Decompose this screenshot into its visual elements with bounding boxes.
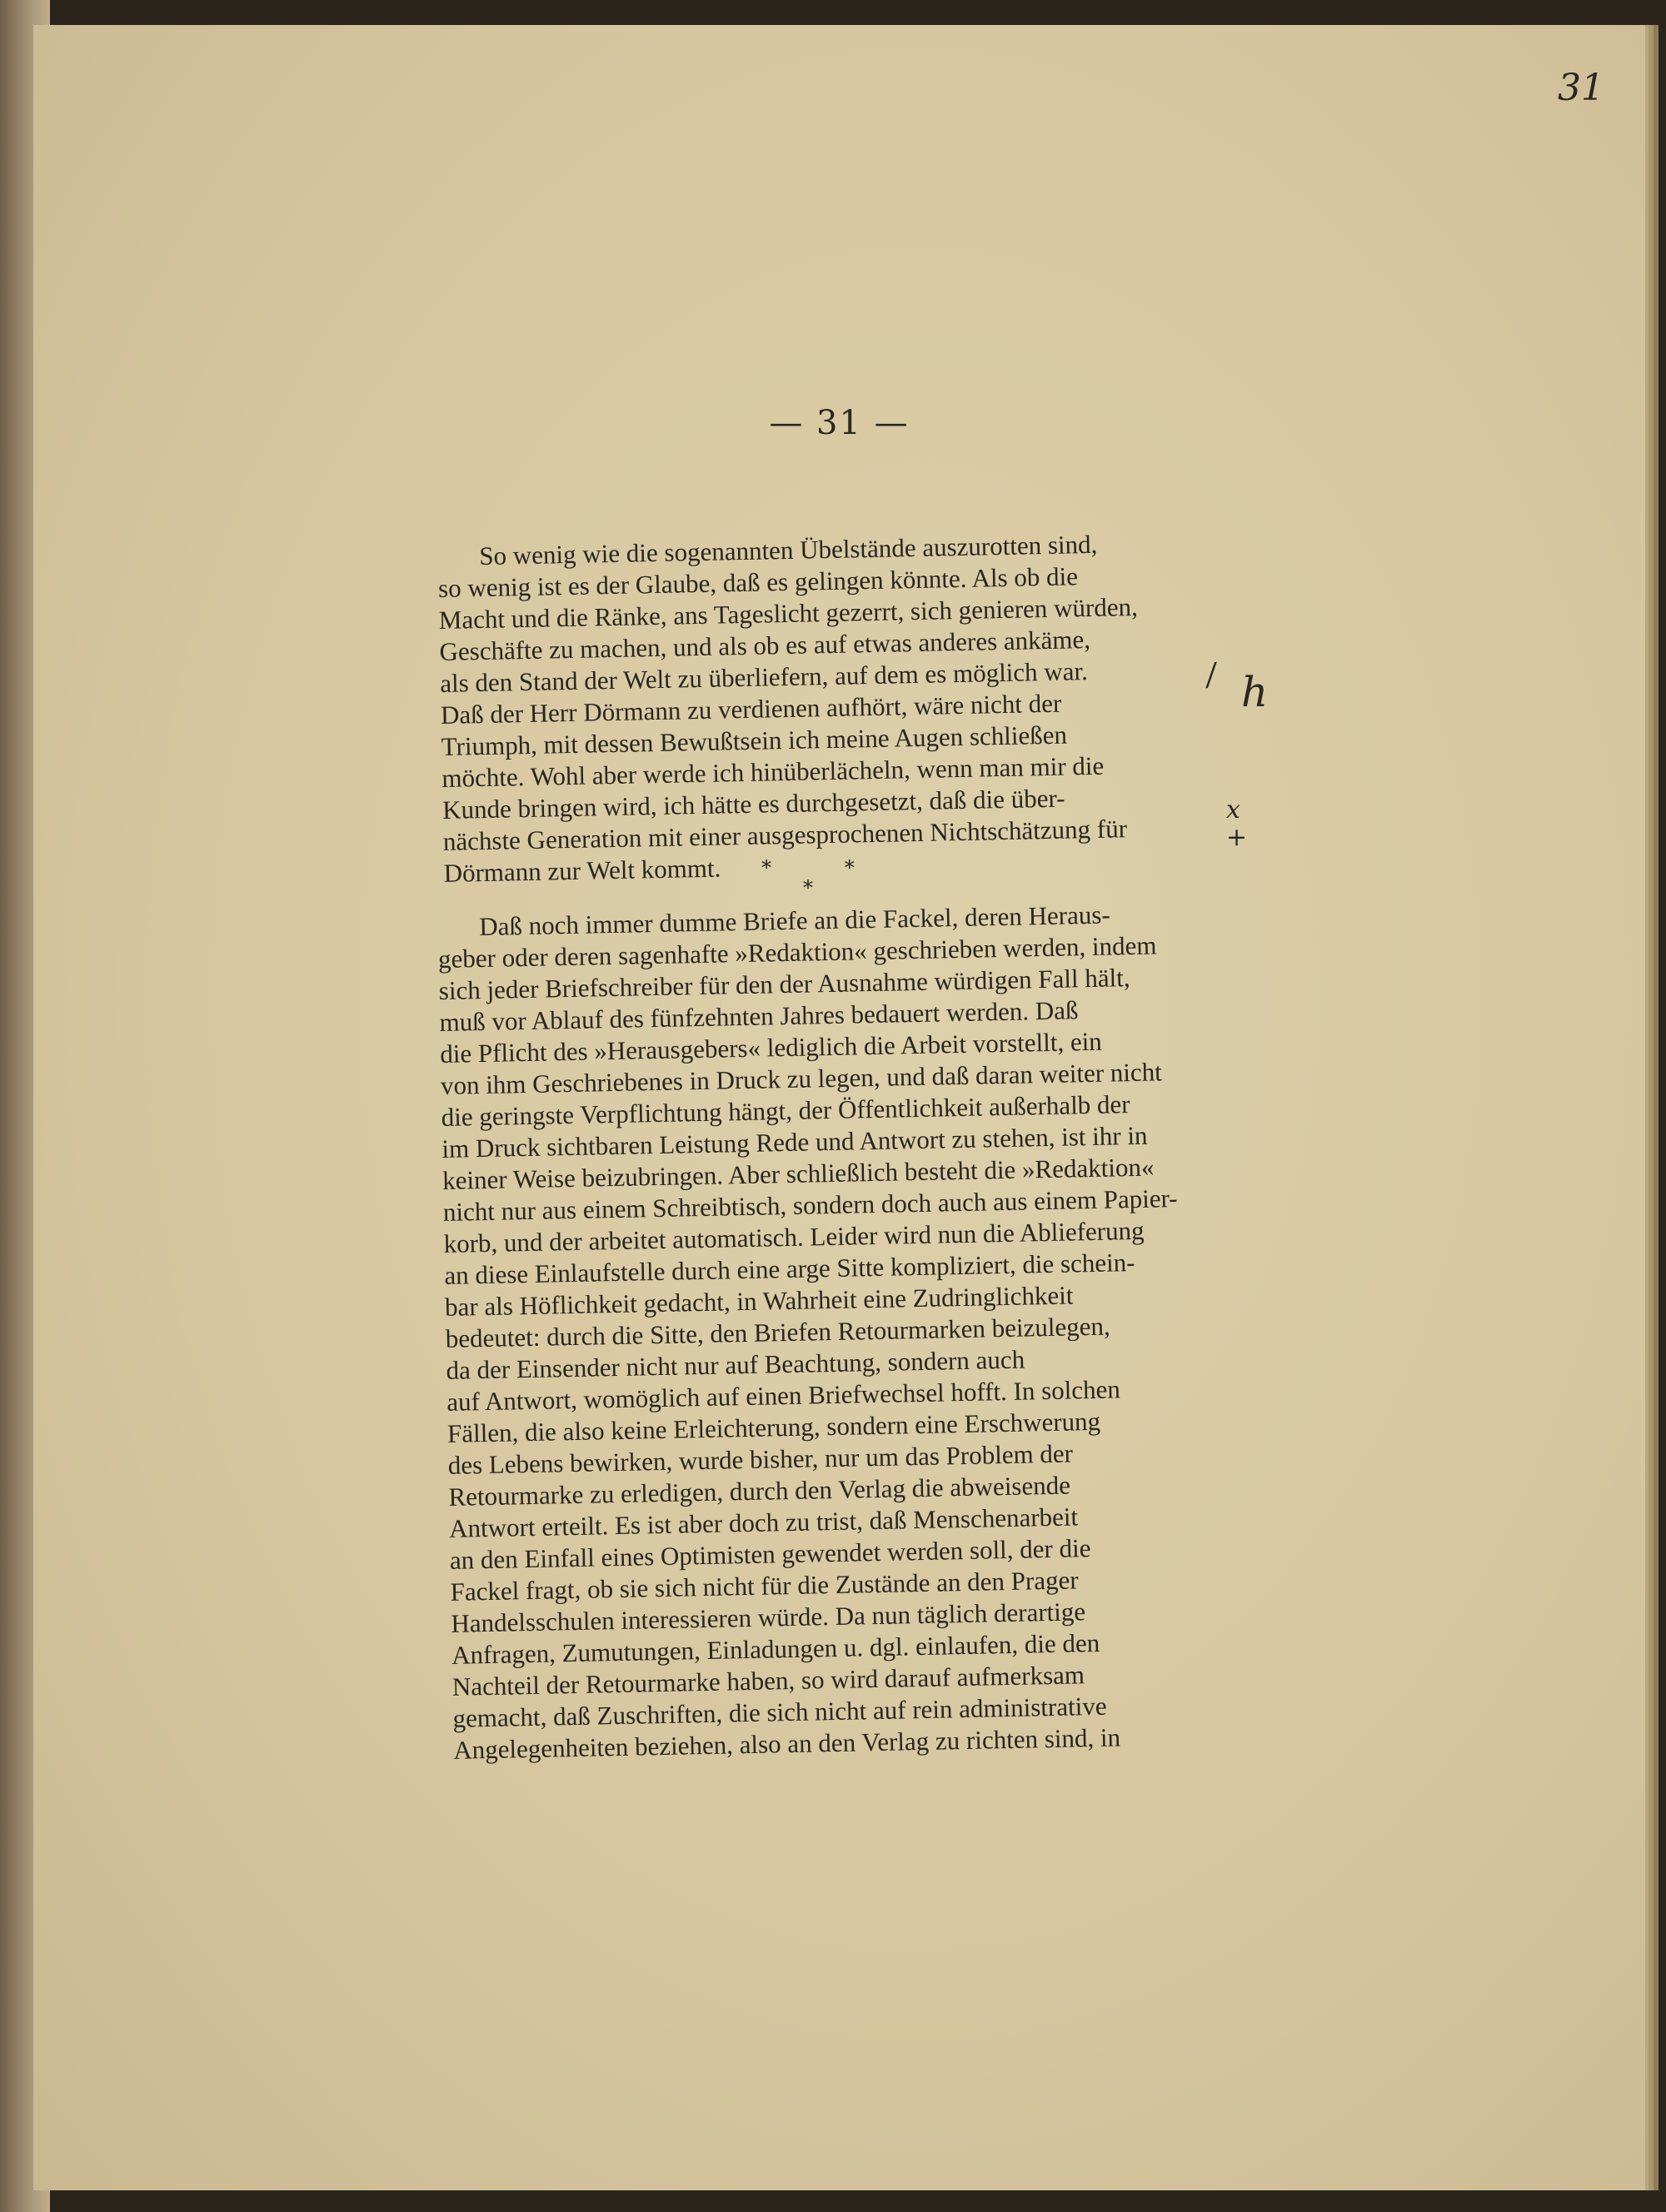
text-line: Anfragen, Zumutungen, Einladungen u. dgl. einlaufen, die den bbox=[451, 1627, 1100, 1670]
section-asterism: * * * bbox=[761, 856, 888, 899]
text-line: als den Stand der Welt zu überliefern, auf dem es möglich war. bbox=[439, 656, 1089, 698]
text-line: Fällen, die also keine Erleichterung, sondern eine Erschwerung bbox=[446, 1406, 1101, 1448]
text-line: im Druck sichtbaren Leistung Rede und Antwort zu stehen, ist ihr in bbox=[441, 1120, 1148, 1163]
text-line: Retourmarke zu erledigen, durch den Verlag die abweisende bbox=[448, 1470, 1071, 1512]
text-line: muß vor Ablauf des fünfzehnten Jahres bedauert werden. Daß bbox=[439, 995, 1079, 1037]
text-line: nicht nur aus einem Schreibtisch, sondern doch auch aus einem Papier- bbox=[442, 1183, 1178, 1227]
text-line: bedeutet: durch die Sitte, den Briefen Retourmarken beizulegen, bbox=[445, 1311, 1110, 1353]
text-line: von ihm Geschriebenes in Druck zu legen, und daß daran weiter nicht bbox=[440, 1057, 1163, 1100]
text-line: Nachteil der Retourmarke haben, so wird darauf aufmerksam bbox=[451, 1660, 1085, 1701]
margin-correction-mark: x bbox=[1226, 795, 1240, 825]
text-line: Kunde bringen wird, ich hätte es durchgesetzt, daß die über- bbox=[441, 783, 1065, 825]
text-line: korb, und der arbeitet automatisch. Leider wird nun die Ablieferung bbox=[443, 1215, 1145, 1258]
text-line: Geschäfte zu machen, und als ob es auf etwas anderes ankäme, bbox=[439, 624, 1091, 666]
text-line: keiner Weise beizubringen. Aber schließlich besteht die »Redaktion« bbox=[441, 1152, 1155, 1195]
text-line: möchte. Wohl aber werde ich hinüberlächeln, wenn man mir die bbox=[441, 750, 1105, 793]
text-line: Macht und die Ränke, ans Tageslicht gezerrt, sich genieren würden, bbox=[438, 591, 1139, 635]
text-line: an den Einfall eines Optimisten gewendet werden soll, der die bbox=[449, 1533, 1091, 1575]
text-line: Antwort erteilt. Es ist aber doch zu trist, daß Menschenarbeit bbox=[448, 1502, 1079, 1543]
text-line: des Lebens bewirken, wurde bisher, nur um das Problem der bbox=[447, 1438, 1074, 1480]
text-line: gemacht, daß Zuschriften, die sich nicht auf rein administrative bbox=[452, 1691, 1107, 1733]
text-line: Daß noch immer dumme Briefe an die Fackel, deren Heraus- bbox=[479, 899, 1111, 942]
text-line: Angelegenheiten beziehen, also an den Verlag zu richten sind, in bbox=[452, 1722, 1121, 1765]
text-line: die geringste Verpflichtung hängt, der Öffentlichkeit außerhalb der bbox=[441, 1089, 1130, 1132]
margin-correction-letter: h bbox=[1241, 668, 1269, 716]
handwritten-page-number: 31 bbox=[1558, 67, 1604, 109]
text-line: nächste Generation mit einer ausgesprochenen Nichtschätzung für bbox=[442, 814, 1128, 856]
printed-page-number: — 31 — bbox=[769, 404, 910, 442]
text-line: Fackel fragt, ob sie sich nicht für die Zustände an den Prager bbox=[450, 1565, 1079, 1607]
text-line: Handelsschulen interessieren würde. Da nun täglich derartige bbox=[451, 1597, 1086, 1638]
document-page bbox=[33, 25, 1645, 2190]
text-line: bar als Höflichkeit gedacht, in Wahrheit eine Zudringlichkeit bbox=[444, 1280, 1074, 1322]
text-line: So wenig wie die sogenannten Übelstände auszurotten sind, bbox=[479, 529, 1098, 571]
text-line: geber oder deren sagenhafte »Redaktion« geschrieben werden, indem bbox=[437, 930, 1157, 974]
text-line: Dörmann zur Welt kommt. bbox=[443, 853, 721, 888]
text-line: auf Antwort, womöglich auf einen Briefwechsel hofft. In solchen bbox=[446, 1374, 1121, 1417]
margin-correction-mark: + bbox=[1226, 823, 1248, 852]
text-line: Daß der Herr Dörmann zu verdienen aufhört, wäre nicht der bbox=[440, 688, 1062, 730]
text-line: die Pflicht des »Herausgebers« lediglich die Arbeit vorstellt, ein bbox=[439, 1026, 1103, 1069]
text-line: Triumph, mit dessen Bewußtsein ich meine Augen schließen bbox=[441, 720, 1068, 761]
text-line: da der Einsender nicht nur auf Beachtung, sondern auch bbox=[446, 1344, 1025, 1385]
text-line: an diese Einlaufstelle durch eine arge Sitte kompliziert, die schein- bbox=[444, 1248, 1135, 1290]
text-line: sich jeder Briefschreiber für den der Ausnahme würdigen Fall hält, bbox=[438, 963, 1130, 1005]
paragraph-2 bbox=[437, 898, 1208, 1766]
text-line: so wenig ist es der Glaube, daß es gelingen könnte. Als ob die bbox=[437, 561, 1079, 603]
paragraph-1 bbox=[437, 527, 1198, 889]
margin-correction-slash: / bbox=[1204, 657, 1219, 693]
